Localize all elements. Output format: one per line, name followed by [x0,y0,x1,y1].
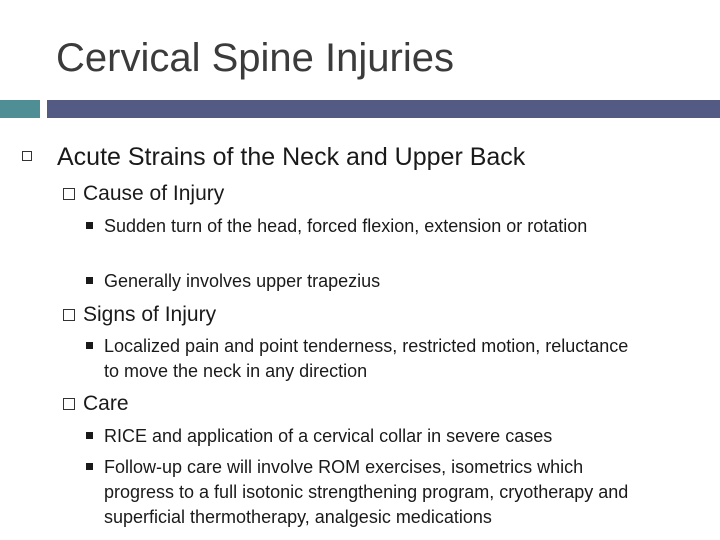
filled-square-bullet-icon [86,277,93,284]
main-bullet-text: Acute Strains of the Neck and Upper Back [57,143,526,171]
square-bullet-icon [22,151,32,161]
filled-square-bullet-icon [86,342,93,349]
filled-square-bullet-icon [86,463,93,470]
square-bullet-icon [63,188,75,200]
square-bullet-icon [63,398,75,410]
filled-square-bullet-icon [86,222,93,229]
filled-square-bullet-icon [86,432,93,439]
square-bullet-icon [63,309,75,321]
slide-title: Cervical Spine Injuries [56,36,454,80]
slide-content: Acute Strains of the Neck and Upper Back Cause of Injury Sudden turn of the head, forced flexion, extension or rotation Generally involves upper trapezius Signs of Injury Localized pain and point tenderness, restricted motion, reluctance to move the neck in any direction Care RICE and application of a cervical collar in severe cases Follow-up care will involve ROM exercises, isometrics which progress to a full isotonic strengthening program, cryotherapy and superficial thermotherapy, analgesic medications [0,0,720,540]
